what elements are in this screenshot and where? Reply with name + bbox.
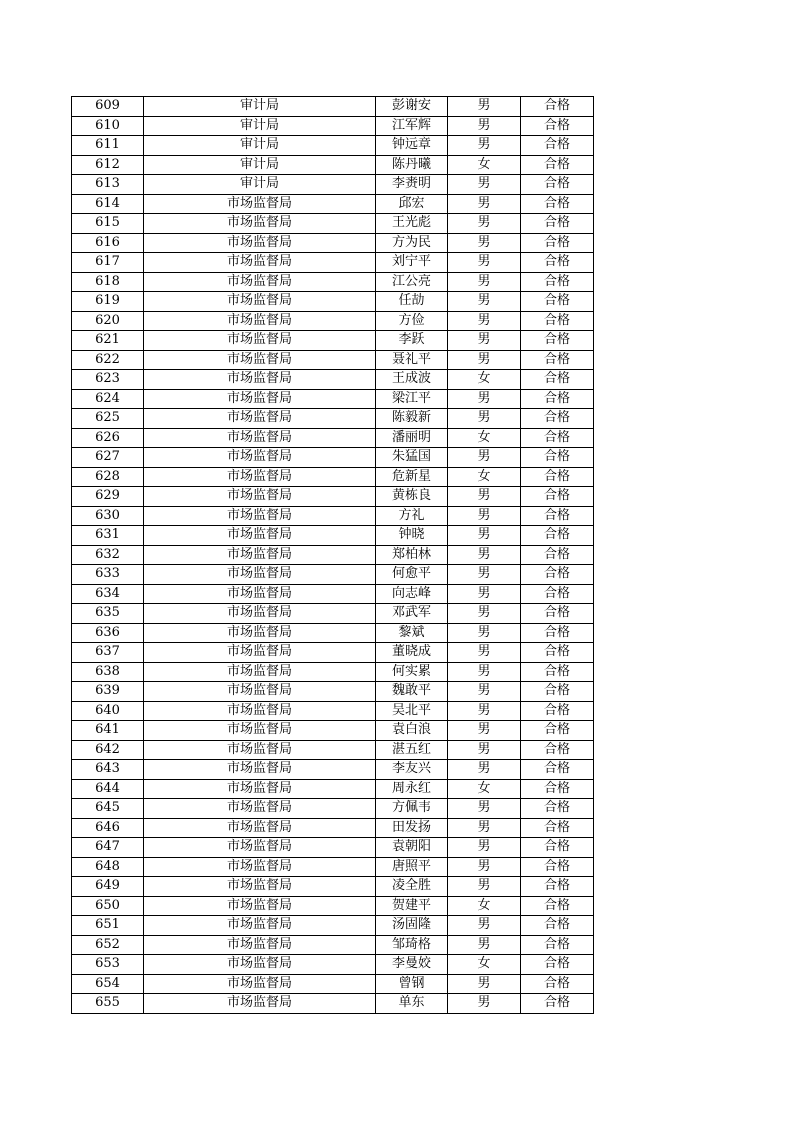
department-cell: 市场监督局 [144, 838, 376, 858]
row-number: 643 [72, 760, 144, 780]
name-cell: 湛五红 [376, 740, 448, 760]
department-cell: 市场监督局 [144, 682, 376, 702]
department-cell: 市场监督局 [144, 233, 376, 253]
name-cell: 邹琦格 [376, 935, 448, 955]
table-row [72, 545, 594, 565]
gender-cell: 男 [448, 116, 521, 136]
gender-cell: 男 [448, 487, 521, 507]
table-row [72, 721, 594, 741]
department-cell: 市场监督局 [144, 935, 376, 955]
gender-cell: 男 [448, 526, 521, 546]
result-cell: 合格 [521, 623, 594, 643]
result-cell: 合格 [521, 116, 594, 136]
result-cell: 合格 [521, 175, 594, 195]
gender-cell: 女 [448, 467, 521, 487]
name-cell: 王光彪 [376, 214, 448, 234]
result-cell: 合格 [521, 97, 594, 117]
row-number: 630 [72, 506, 144, 526]
row-number: 644 [72, 779, 144, 799]
table-row [72, 779, 594, 799]
row-number: 622 [72, 350, 144, 370]
result-cell: 合格 [521, 799, 594, 819]
gender-cell: 男 [448, 643, 521, 663]
result-cell: 合格 [521, 877, 594, 897]
gender-cell: 男 [448, 506, 521, 526]
department-cell: 市场监督局 [144, 428, 376, 448]
gender-cell: 男 [448, 721, 521, 741]
name-cell: 任劼 [376, 292, 448, 312]
department-cell: 市场监督局 [144, 779, 376, 799]
table-row [72, 799, 594, 819]
department-cell: 市场监督局 [144, 214, 376, 234]
row-number: 654 [72, 974, 144, 994]
name-cell: 钟晓 [376, 526, 448, 546]
name-cell: 陈丹曦 [376, 155, 448, 175]
result-cell: 合格 [521, 916, 594, 936]
name-cell: 方为民 [376, 233, 448, 253]
name-cell: 梁江平 [376, 389, 448, 409]
result-cell: 合格 [521, 955, 594, 975]
department-cell: 市场监督局 [144, 565, 376, 585]
department-cell: 审计局 [144, 136, 376, 156]
table-row [72, 311, 594, 331]
gender-cell: 女 [448, 370, 521, 390]
table-row [72, 604, 594, 624]
result-cell: 合格 [521, 974, 594, 994]
row-number: 619 [72, 292, 144, 312]
row-number: 629 [72, 487, 144, 507]
result-cell: 合格 [521, 370, 594, 390]
result-cell: 合格 [521, 428, 594, 448]
table-row [72, 818, 594, 838]
department-cell: 审计局 [144, 155, 376, 175]
name-cell: 何实累 [376, 662, 448, 682]
department-cell: 市场监督局 [144, 448, 376, 468]
department-cell: 市场监督局 [144, 896, 376, 916]
row-number: 639 [72, 682, 144, 702]
name-cell: 方礼 [376, 506, 448, 526]
name-cell: 李友兴 [376, 760, 448, 780]
name-cell: 郑柏林 [376, 545, 448, 565]
gender-cell: 女 [448, 779, 521, 799]
table-row [72, 175, 594, 195]
table-row [72, 857, 594, 877]
table-row [72, 877, 594, 897]
table-row [72, 682, 594, 702]
name-cell: 聂礼平 [376, 350, 448, 370]
table-row [72, 194, 594, 214]
department-cell: 市场监督局 [144, 818, 376, 838]
department-cell: 市场监督局 [144, 877, 376, 897]
table-row [72, 136, 594, 156]
department-cell: 市场监督局 [144, 994, 376, 1014]
gender-cell: 女 [448, 155, 521, 175]
department-cell: 市场监督局 [144, 389, 376, 409]
row-number: 612 [72, 155, 144, 175]
result-cell: 合格 [521, 779, 594, 799]
gender-cell: 男 [448, 97, 521, 117]
name-cell: 潘丽明 [376, 428, 448, 448]
table-row [72, 994, 594, 1014]
name-cell: 何愈平 [376, 565, 448, 585]
gender-cell: 男 [448, 214, 521, 234]
department-cell: 市场监督局 [144, 623, 376, 643]
table-row [72, 155, 594, 175]
name-cell: 李跃 [376, 331, 448, 351]
result-cell: 合格 [521, 740, 594, 760]
department-cell: 市场监督局 [144, 662, 376, 682]
row-number: 631 [72, 526, 144, 546]
result-cell: 合格 [521, 896, 594, 916]
gender-cell: 男 [448, 818, 521, 838]
row-number: 620 [72, 311, 144, 331]
result-cell: 合格 [521, 760, 594, 780]
result-cell: 合格 [521, 545, 594, 565]
gender-cell: 男 [448, 389, 521, 409]
name-cell: 田发扬 [376, 818, 448, 838]
gender-cell: 男 [448, 272, 521, 292]
gender-cell: 男 [448, 740, 521, 760]
table-row [72, 935, 594, 955]
table-row [72, 389, 594, 409]
department-cell: 市场监督局 [144, 799, 376, 819]
row-number: 618 [72, 272, 144, 292]
row-number: 624 [72, 389, 144, 409]
row-number: 651 [72, 916, 144, 936]
row-number: 655 [72, 994, 144, 1014]
name-cell: 江军辉 [376, 116, 448, 136]
gender-cell: 男 [448, 662, 521, 682]
row-number: 640 [72, 701, 144, 721]
row-number: 650 [72, 896, 144, 916]
result-cell: 合格 [521, 155, 594, 175]
row-number: 652 [72, 935, 144, 955]
result-cell: 合格 [521, 506, 594, 526]
gender-cell: 男 [448, 331, 521, 351]
row-number: 626 [72, 428, 144, 448]
gender-cell: 男 [448, 682, 521, 702]
department-cell: 市场监督局 [144, 526, 376, 546]
table-row [72, 701, 594, 721]
row-number: 617 [72, 253, 144, 273]
name-cell: 朱猛国 [376, 448, 448, 468]
gender-cell: 男 [448, 623, 521, 643]
table-row [72, 643, 594, 663]
name-cell: 方俭 [376, 311, 448, 331]
row-number: 628 [72, 467, 144, 487]
name-cell: 凌全胜 [376, 877, 448, 897]
table-row [72, 662, 594, 682]
name-cell: 周永红 [376, 779, 448, 799]
result-cell: 合格 [521, 136, 594, 156]
table-row [72, 214, 594, 234]
table-row [72, 838, 594, 858]
result-cell: 合格 [521, 253, 594, 273]
department-cell: 市场监督局 [144, 857, 376, 877]
department-cell: 市场监督局 [144, 272, 376, 292]
name-cell: 李赉明 [376, 175, 448, 195]
result-cell: 合格 [521, 467, 594, 487]
result-cell: 合格 [521, 604, 594, 624]
row-number: 637 [72, 643, 144, 663]
gender-cell: 男 [448, 877, 521, 897]
gender-cell: 男 [448, 175, 521, 195]
result-cell: 合格 [521, 526, 594, 546]
name-cell: 江公亮 [376, 272, 448, 292]
gender-cell: 男 [448, 194, 521, 214]
gender-cell: 男 [448, 604, 521, 624]
name-cell: 邱宏 [376, 194, 448, 214]
result-cell: 合格 [521, 682, 594, 702]
name-cell: 危新星 [376, 467, 448, 487]
table-row [72, 370, 594, 390]
table-row [72, 233, 594, 253]
row-number: 646 [72, 818, 144, 838]
table-row [72, 448, 594, 468]
row-number: 642 [72, 740, 144, 760]
name-cell: 方佩韦 [376, 799, 448, 819]
result-cell: 合格 [521, 233, 594, 253]
result-cell: 合格 [521, 643, 594, 663]
table-row [72, 526, 594, 546]
name-cell: 钟远章 [376, 136, 448, 156]
table-row [72, 896, 594, 916]
table-row [72, 331, 594, 351]
department-cell: 市场监督局 [144, 331, 376, 351]
result-cell: 合格 [521, 857, 594, 877]
name-cell: 黎斌 [376, 623, 448, 643]
result-cell: 合格 [521, 311, 594, 331]
department-cell: 市场监督局 [144, 974, 376, 994]
gender-cell: 男 [448, 545, 521, 565]
name-cell: 吴北平 [376, 701, 448, 721]
name-cell: 邓武军 [376, 604, 448, 624]
row-number: 621 [72, 331, 144, 351]
result-cell: 合格 [521, 584, 594, 604]
result-cell: 合格 [521, 409, 594, 429]
table-row [72, 760, 594, 780]
table-row [72, 623, 594, 643]
result-cell: 合格 [521, 721, 594, 741]
row-number: 638 [72, 662, 144, 682]
name-cell: 魏敢平 [376, 682, 448, 702]
gender-cell: 男 [448, 136, 521, 156]
gender-cell: 男 [448, 584, 521, 604]
gender-cell: 男 [448, 994, 521, 1014]
table-row [72, 409, 594, 429]
department-cell: 市场监督局 [144, 740, 376, 760]
gender-cell: 男 [448, 974, 521, 994]
row-number: 641 [72, 721, 144, 741]
result-cell: 合格 [521, 331, 594, 351]
row-number: 627 [72, 448, 144, 468]
row-number: 610 [72, 116, 144, 136]
name-cell: 袁白浪 [376, 721, 448, 741]
result-cell: 合格 [521, 818, 594, 838]
result-cell: 合格 [521, 448, 594, 468]
name-cell: 刘宁平 [376, 253, 448, 273]
name-cell: 黄栋良 [376, 487, 448, 507]
row-number: 615 [72, 214, 144, 234]
row-number: 625 [72, 409, 144, 429]
gender-cell: 男 [448, 311, 521, 331]
table-row [72, 116, 594, 136]
gender-cell: 男 [448, 233, 521, 253]
table-row [72, 350, 594, 370]
table-row [72, 467, 594, 487]
department-cell: 市场监督局 [144, 292, 376, 312]
gender-cell: 男 [448, 916, 521, 936]
department-cell: 市场监督局 [144, 467, 376, 487]
result-cell: 合格 [521, 214, 594, 234]
gender-cell: 男 [448, 409, 521, 429]
department-cell: 市场监督局 [144, 955, 376, 975]
table-row [72, 584, 594, 604]
table-row [72, 916, 594, 936]
department-cell: 市场监督局 [144, 506, 376, 526]
gender-cell: 女 [448, 955, 521, 975]
gender-cell: 女 [448, 896, 521, 916]
department-cell: 审计局 [144, 116, 376, 136]
gender-cell: 男 [448, 838, 521, 858]
row-number: 633 [72, 565, 144, 585]
row-number: 653 [72, 955, 144, 975]
result-cell: 合格 [521, 389, 594, 409]
department-cell: 市场监督局 [144, 370, 376, 390]
row-number: 645 [72, 799, 144, 819]
department-cell: 市场监督局 [144, 311, 376, 331]
roster-body [72, 97, 594, 1014]
department-cell: 市场监督局 [144, 701, 376, 721]
name-cell: 董晓成 [376, 643, 448, 663]
name-cell: 袁朝阳 [376, 838, 448, 858]
name-cell: 汤固隆 [376, 916, 448, 936]
name-cell: 单东 [376, 994, 448, 1014]
row-number: 613 [72, 175, 144, 195]
row-number: 648 [72, 857, 144, 877]
result-cell: 合格 [521, 292, 594, 312]
gender-cell: 男 [448, 565, 521, 585]
roster-table [71, 96, 594, 1014]
result-cell: 合格 [521, 935, 594, 955]
result-cell: 合格 [521, 565, 594, 585]
table-row [72, 487, 594, 507]
table-row [72, 506, 594, 526]
table-row [72, 292, 594, 312]
department-cell: 市场监督局 [144, 194, 376, 214]
gender-cell: 男 [448, 799, 521, 819]
row-number: 632 [72, 545, 144, 565]
department-cell: 市场监督局 [144, 721, 376, 741]
department-cell: 市场监督局 [144, 253, 376, 273]
result-cell: 合格 [521, 272, 594, 292]
department-cell: 审计局 [144, 97, 376, 117]
table-row [72, 272, 594, 292]
result-cell: 合格 [521, 662, 594, 682]
department-cell: 市场监督局 [144, 350, 376, 370]
name-cell: 王成波 [376, 370, 448, 390]
row-number: 634 [72, 584, 144, 604]
gender-cell: 男 [448, 760, 521, 780]
table-row [72, 955, 594, 975]
department-cell: 市场监督局 [144, 545, 376, 565]
result-cell: 合格 [521, 701, 594, 721]
gender-cell: 男 [448, 701, 521, 721]
gender-cell: 男 [448, 448, 521, 468]
table-row [72, 97, 594, 117]
row-number: 623 [72, 370, 144, 390]
gender-cell: 男 [448, 935, 521, 955]
row-number: 647 [72, 838, 144, 858]
result-cell: 合格 [521, 487, 594, 507]
name-cell: 向志峰 [376, 584, 448, 604]
gender-cell: 女 [448, 428, 521, 448]
name-cell: 陈毅新 [376, 409, 448, 429]
name-cell: 贺建平 [376, 896, 448, 916]
department-cell: 市场监督局 [144, 760, 376, 780]
table-row [72, 428, 594, 448]
roster-sheet [71, 96, 593, 1014]
gender-cell: 男 [448, 857, 521, 877]
gender-cell: 男 [448, 253, 521, 273]
department-cell: 市场监督局 [144, 643, 376, 663]
department-cell: 市场监督局 [144, 487, 376, 507]
result-cell: 合格 [521, 194, 594, 214]
row-number: 616 [72, 233, 144, 253]
department-cell: 市场监督局 [144, 584, 376, 604]
department-cell: 市场监督局 [144, 604, 376, 624]
name-cell: 李曼姣 [376, 955, 448, 975]
result-cell: 合格 [521, 994, 594, 1014]
department-cell: 市场监督局 [144, 409, 376, 429]
row-number: 636 [72, 623, 144, 643]
name-cell: 唐照平 [376, 857, 448, 877]
gender-cell: 男 [448, 350, 521, 370]
department-cell: 市场监督局 [144, 916, 376, 936]
table-row [72, 253, 594, 273]
gender-cell: 男 [448, 292, 521, 312]
result-cell: 合格 [521, 350, 594, 370]
table-row [72, 565, 594, 585]
table-row [72, 740, 594, 760]
table-row [72, 974, 594, 994]
row-number: 649 [72, 877, 144, 897]
department-cell: 审计局 [144, 175, 376, 195]
name-cell: 彭谢安 [376, 97, 448, 117]
row-number: 635 [72, 604, 144, 624]
row-number: 609 [72, 97, 144, 117]
name-cell: 曾钢 [376, 974, 448, 994]
row-number: 611 [72, 136, 144, 156]
row-number: 614 [72, 194, 144, 214]
result-cell: 合格 [521, 838, 594, 858]
